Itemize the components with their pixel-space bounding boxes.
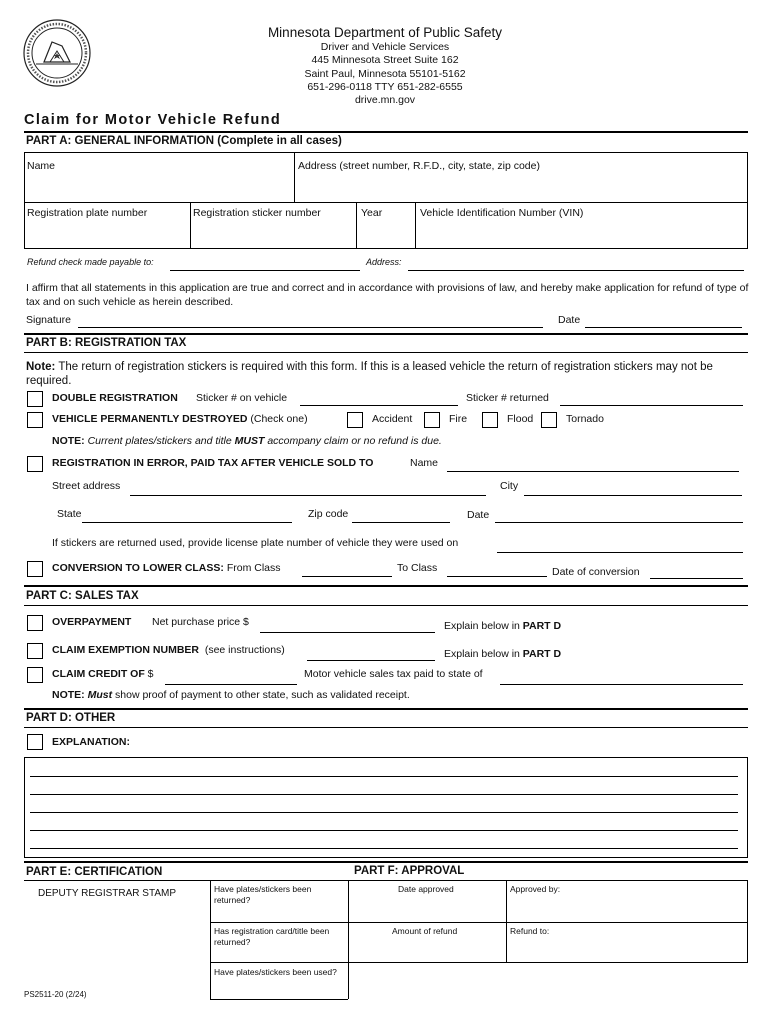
mvst-state-input[interactable] bbox=[500, 684, 743, 685]
payable-input[interactable] bbox=[170, 270, 360, 271]
accident-checkbox[interactable] bbox=[347, 412, 363, 428]
to-class-input[interactable] bbox=[447, 576, 547, 577]
net-price-label: Net purchase price $ bbox=[152, 616, 249, 628]
phone: 651-296-0118 TTY 651-282-6555 bbox=[307, 80, 463, 93]
destroyed-label: VEHICLE PERMANENTLY DESTROYED (Check one) bbox=[52, 413, 308, 425]
refund-to-label: Refund to: bbox=[510, 926, 550, 936]
buyer-zip-input[interactable] bbox=[352, 522, 450, 523]
part-b-heading: PART B: REGISTRATION TAX bbox=[26, 337, 187, 349]
sticker-on-vehicle-label: Sticker # on vehicle bbox=[196, 392, 288, 404]
plates-used-question: Have plates/stickers been used? bbox=[214, 967, 337, 977]
conversion-date-label: Date of conversion bbox=[552, 566, 640, 578]
flood-label: Flood bbox=[507, 413, 534, 425]
buyer-city-label: City bbox=[500, 480, 519, 492]
fire-checkbox[interactable] bbox=[424, 412, 440, 428]
agency-header bbox=[200, 24, 570, 107]
sticker-on-vehicle-input[interactable] bbox=[300, 405, 458, 406]
net-price-input[interactable] bbox=[260, 632, 435, 633]
destroyed-checkbox[interactable] bbox=[27, 412, 43, 428]
signature-input[interactable] bbox=[78, 327, 543, 328]
buyer-zip-label: Zip code bbox=[308, 508, 349, 520]
part-d-heading: PART D: OTHER bbox=[26, 712, 116, 724]
buyer-street-input[interactable] bbox=[130, 495, 486, 496]
to-class-label: To Class bbox=[397, 562, 438, 574]
explanation-label: EXPLANATION: bbox=[52, 736, 130, 748]
part-f-heading: PART F: APPROVAL bbox=[354, 865, 465, 877]
sticker-returned-label: Sticker # returned bbox=[466, 392, 549, 404]
exemption-checkbox[interactable] bbox=[27, 643, 43, 659]
used-stickers-input[interactable] bbox=[497, 552, 743, 553]
buyer-state-label: State bbox=[57, 508, 82, 520]
explanation-area[interactable] bbox=[24, 757, 748, 858]
signature-label: Signature bbox=[26, 314, 71, 326]
conversion-date-input[interactable] bbox=[650, 578, 743, 579]
vin-field[interactable]: Vehicle Identification Number (VIN) bbox=[420, 207, 584, 219]
signature-date-label: Date bbox=[558, 314, 581, 326]
tornado-label: Tornado bbox=[566, 413, 604, 425]
address-field[interactable]: Address (street number, R.F.D., city, state, zip code) bbox=[298, 160, 540, 172]
double-registration-checkbox[interactable] bbox=[27, 391, 43, 407]
payable-address-input[interactable] bbox=[408, 270, 744, 271]
plate-number-field[interactable]: Registration plate number bbox=[27, 207, 148, 219]
agency-name: Minnesota Department of Public Safety bbox=[267, 25, 503, 40]
registration-error-checkbox[interactable] bbox=[27, 456, 43, 472]
from-class-input[interactable] bbox=[302, 576, 392, 577]
overpayment-checkbox[interactable] bbox=[27, 615, 43, 631]
buyer-name-input[interactable] bbox=[447, 471, 739, 472]
fire-label: Fire bbox=[449, 413, 468, 425]
conversion-label: CONVERSION TO LOWER CLASS: From Class bbox=[52, 562, 281, 574]
buyer-street-label: Street address bbox=[52, 480, 121, 492]
form-title: Claim for Motor Vehicle Refund bbox=[24, 112, 282, 128]
exemption-label: CLAIM EXEMPTION NUMBER (see instructions) bbox=[52, 644, 285, 656]
part-a-heading: PART A: GENERAL INFORMATION (Complete in all cases) bbox=[26, 135, 342, 147]
used-stickers-label: If stickers are returned used, provide license plate number of vehicle they were used on bbox=[52, 537, 459, 549]
conversion-checkbox[interactable] bbox=[27, 561, 43, 577]
sticker-returned-input[interactable] bbox=[560, 405, 743, 406]
approved-by-label: Approved by: bbox=[510, 884, 561, 894]
date-approved-label: Date approved bbox=[398, 884, 454, 894]
credit-checkbox[interactable] bbox=[27, 667, 43, 683]
explain-part-d-2: Explain below in PART D bbox=[444, 648, 562, 660]
part-c-heading: PART C: SALES TAX bbox=[26, 590, 139, 602]
refund-amount-label: Amount of refund bbox=[392, 926, 458, 936]
part-b-note: Note: The return of registration stickers is required with this form. If this is a leased vehicle the return of registration stickers may not be required. bbox=[26, 361, 713, 387]
proof-note: NOTE: Must show proof of payment to other state, such as validated receipt. bbox=[52, 689, 410, 701]
overpayment-label: OVERPAYMENT bbox=[52, 616, 132, 628]
form-number: PS2511-20 (2/24) bbox=[24, 990, 87, 999]
name-field[interactable]: Name bbox=[27, 160, 56, 172]
mvst-state-label: Motor vehicle sales tax paid to state of bbox=[304, 668, 483, 680]
registration-error-label: REGISTRATION IN ERROR, PAID TAX AFTER VEHICLE SOLD TO bbox=[52, 457, 374, 469]
payable-label: Refund check made payable to: bbox=[27, 257, 154, 267]
city-address: Saint Paul, Minnesota 55101-5162 bbox=[304, 67, 466, 80]
state-seal-icon bbox=[22, 18, 92, 88]
part-e-heading: PART E: CERTIFICATION bbox=[26, 866, 163, 878]
signature-date-input[interactable] bbox=[585, 327, 742, 328]
plates-note: NOTE: Current plates/stickers and title MUST accompany claim or no refund is due. bbox=[52, 435, 442, 447]
credit-label: CLAIM CREDIT OF $ bbox=[52, 668, 154, 680]
explanation-checkbox[interactable] bbox=[27, 734, 43, 750]
explain-part-d-1: Explain below in PART D bbox=[444, 620, 562, 632]
payable-address-label: Address: bbox=[366, 257, 402, 267]
sold-date-input[interactable] bbox=[495, 522, 743, 523]
title-returned-question: Has registration card/title been returned? bbox=[214, 926, 330, 947]
flood-checkbox[interactable] bbox=[482, 412, 498, 428]
buyer-name-label: Name bbox=[410, 457, 439, 469]
street-address: 445 Minnesota Street Suite 162 bbox=[311, 54, 459, 67]
accident-label: Accident bbox=[372, 413, 413, 425]
sticker-number-field[interactable]: Registration sticker number bbox=[193, 207, 321, 219]
exemption-input[interactable] bbox=[307, 660, 435, 661]
buyer-city-input[interactable] bbox=[524, 495, 742, 496]
tornado-checkbox[interactable] bbox=[541, 412, 557, 428]
registrar-stamp-label: DEPUTY REGISTRAR STAMP bbox=[38, 888, 176, 899]
website: drive.mn.gov bbox=[354, 94, 416, 107]
buyer-state-input[interactable] bbox=[82, 522, 292, 523]
affirmation-text: I affirm that all statements in this application are true and correct and in accordance with provisions of law, and hereby make application for refund of type of tax and on such vehicle as herein described. bbox=[26, 282, 749, 308]
division: Driver and Vehicle Services bbox=[320, 41, 450, 53]
plates-returned-question: Have plates/stickers been returned? bbox=[214, 884, 312, 905]
sold-date-label: Date bbox=[467, 509, 490, 521]
double-registration-label: DOUBLE REGISTRATION bbox=[52, 392, 178, 404]
year-field[interactable]: Year bbox=[361, 207, 383, 219]
credit-amount-input[interactable] bbox=[165, 684, 297, 685]
